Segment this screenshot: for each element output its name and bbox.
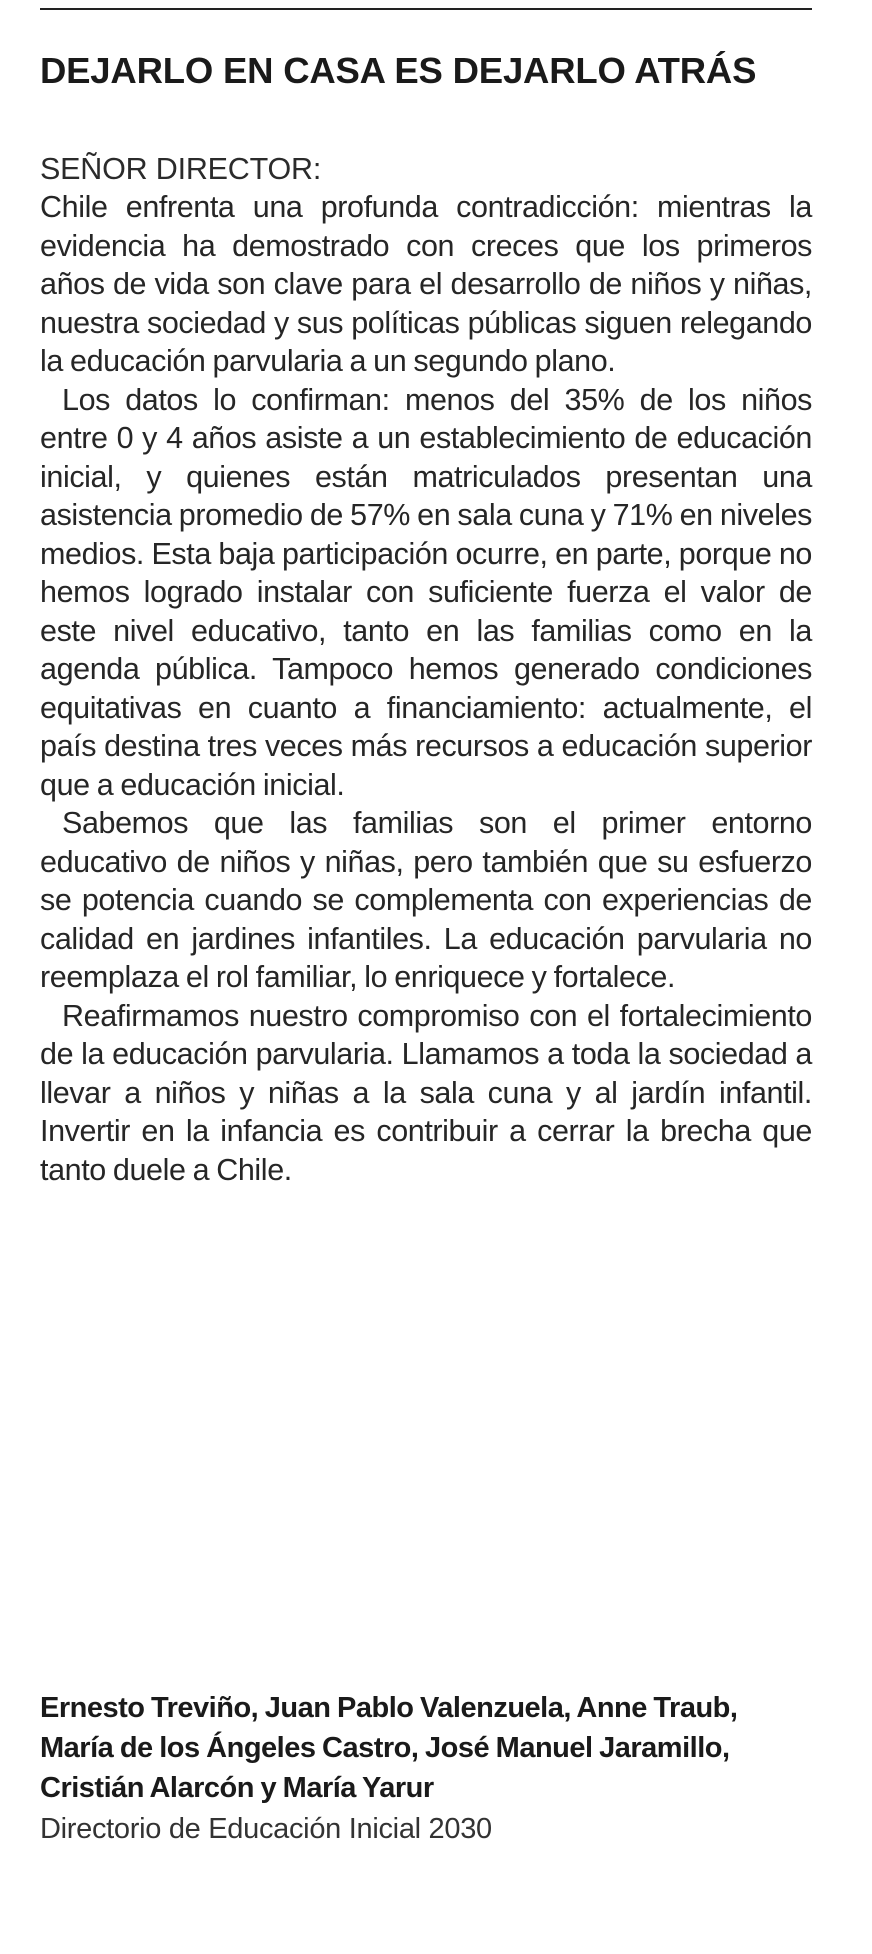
signatory-organization: Directorio de Educación Inicial 2030 [40, 1813, 492, 1845]
letter-body [40, 150, 812, 1189]
signatory-names: Ernesto Treviño, Juan Pablo Valenzuela, Anne Traub, María de los Ángeles Castro, José Manuel Jaramillo, Cristián Alarcón y María Yarur [40, 1692, 738, 1804]
paragraph-1: Chile enfrenta una profunda contradicción: mientras la evidencia ha demostrado con creces que los primeros años de vida son clave para el desarrollo de niños y niñas, nuestra sociedad y sus políticas públicas siguen relegando la educación parvularia a un segundo plano. [40, 190, 812, 378]
headline: DEJARLO EN CASA ES DEJARLO ATRÁS [40, 50, 757, 91]
paragraph-2: Los datos lo confirman: menos del 35% de los niños entre 0 y 4 años asiste a un establecimiento de educación inicial, y quienes están matriculados presentan una asistencia promedio de 57% en sala cuna y 71% en niveles medios. Esta baja participación ocurre, en parte, porque no hemos logrado instalar con suficiente fuerza el valor de este nivel educativo, tanto en las familias como en la agenda pública. Tampoco hemos generado condiciones equitativas en cuanto a financiamiento: actualmente, el país destina tres veces más recursos a educación superior que a educación inicial. [40, 382, 812, 802]
paragraph-4: Reafirmamos nuestro compromiso con el fortalecimiento de la educación parvularia. Llamamos a toda la sociedad a llevar a niños y niñas a la sala cuna y al jardín infantil. Invertir en la infancia es contribuir a cerrar la brecha que tanto duele a Chile. [40, 998, 812, 1187]
paragraph-3: Sabemos que las familias son el primer entorno educativo de niños y niñas, pero también que su esfuerzo se potencia cuando se complementa con experiencias de calidad en jardines infantiles. La educación parvularia no reemplaza el rol familiar, lo enriquece y fortalece. [40, 806, 812, 994]
salutation: SEÑOR DIRECTOR: [40, 152, 322, 186]
top-rule [40, 8, 812, 10]
signature-block [40, 1688, 812, 1848]
